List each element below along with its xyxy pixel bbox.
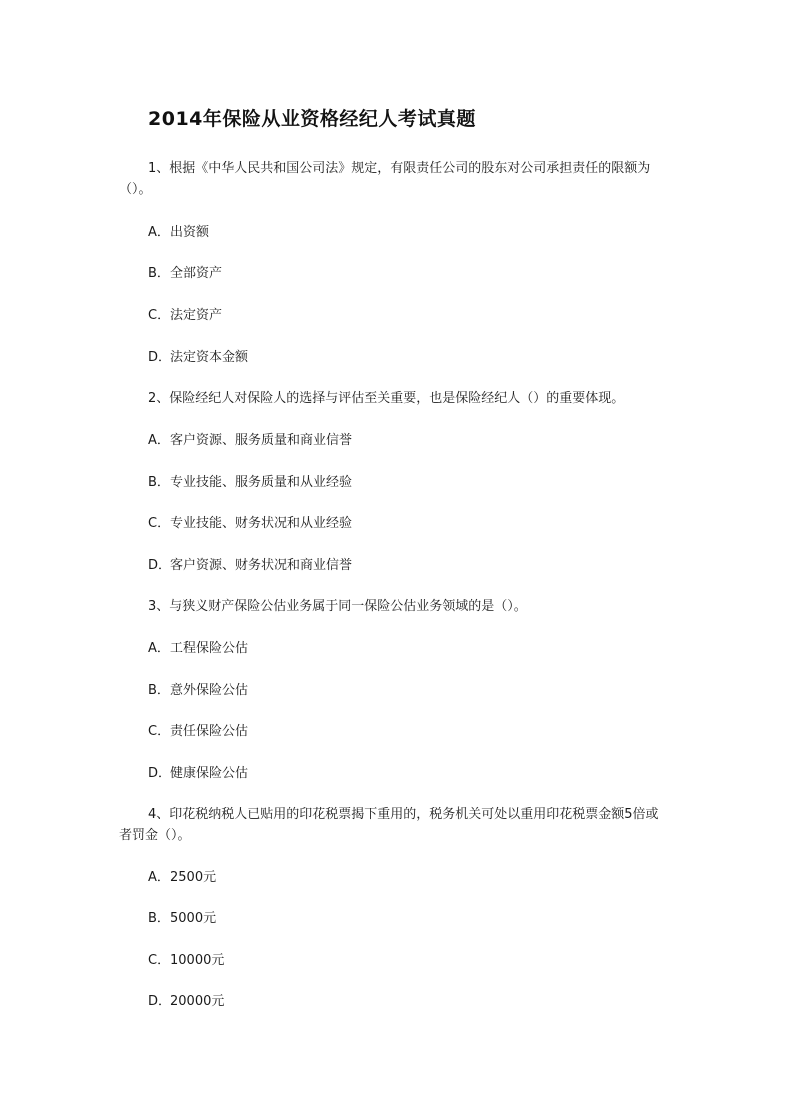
- option-letter: D．: [148, 350, 172, 365]
- option-letter: D．: [148, 766, 172, 781]
- option-text: 法定资本金额: [170, 350, 249, 365]
- option-letter: C．: [148, 953, 171, 968]
- question-4-option-d: [148, 991, 224, 1012]
- option-text: 5000元: [170, 911, 217, 926]
- option-letter: A．: [148, 225, 170, 240]
- question-1-option-c: [148, 305, 222, 326]
- option-text: 客户资源、财务状况和商业信誉: [170, 558, 353, 573]
- question-2-option-a: [148, 430, 352, 451]
- question-4-option-c: [148, 950, 224, 971]
- option-text: 专业技能、财务状况和从业经验: [170, 516, 353, 531]
- option-text: 意外保险公估: [170, 683, 249, 698]
- question-4-option-a: [148, 867, 216, 888]
- option-letter: B．: [148, 266, 170, 281]
- option-text: 2500元: [170, 870, 217, 885]
- question-4-option-b: [148, 908, 216, 929]
- option-letter: D．: [148, 558, 172, 573]
- option-text: 全部资产: [170, 266, 223, 281]
- question-2-option-c: [148, 513, 352, 534]
- option-text: 10000元: [170, 953, 225, 968]
- option-letter: C．: [148, 308, 171, 323]
- question-1-option-b: [148, 263, 222, 284]
- option-letter: B．: [148, 475, 170, 490]
- option-letter: A．: [148, 641, 170, 656]
- option-letter: D．: [148, 994, 172, 1009]
- option-text: 健康保险公估: [170, 766, 249, 781]
- page-title: 2014年保险从业资格经纪人考试真题: [148, 108, 476, 130]
- option-letter: A．: [148, 870, 170, 885]
- question-2: 2、保险经纪人对保险人的选择与评估至关重要，也是保险经纪人（）的重要体现。: [148, 391, 625, 406]
- question-3-option-a: [148, 638, 248, 659]
- question-1: 1、根据《中华人民共和国公司法》规定，有限责任公司的股东对公司承担责任的限额为（）。: [119, 161, 651, 197]
- option-text: 工程保险公估: [170, 641, 249, 656]
- question-4: 4、印花税纳税人已贴用的印花税票揭下重用的，税务机关可处以重用印花税票金额5倍或者罚金（）。: [119, 807, 659, 843]
- option-letter: A．: [148, 433, 170, 448]
- option-text: 客户资源、服务质量和商业信誉: [170, 433, 353, 448]
- question-3-option-c: [148, 721, 248, 742]
- option-text: 法定资产: [170, 308, 223, 323]
- option-text: 出资额: [170, 225, 210, 240]
- option-text: 专业技能、服务质量和从业经验: [170, 475, 353, 490]
- question-3-option-b: [148, 680, 248, 701]
- question-1-option-d: [148, 347, 248, 368]
- question-2-option-d: [148, 555, 352, 576]
- option-text: 责任保险公估: [170, 724, 249, 739]
- option-letter: C．: [148, 724, 171, 739]
- option-letter: C．: [148, 516, 171, 531]
- question-3-option-d: [148, 763, 248, 784]
- option-letter: B．: [148, 911, 170, 926]
- question-3: 3、与狭义财产保险公估业务属于同一保险公估业务领域的是（）。: [148, 599, 527, 614]
- question-2-option-b: [148, 472, 352, 493]
- option-text: 20000元: [170, 994, 225, 1009]
- question-1-option-a: [148, 222, 209, 243]
- option-letter: B．: [148, 683, 170, 698]
